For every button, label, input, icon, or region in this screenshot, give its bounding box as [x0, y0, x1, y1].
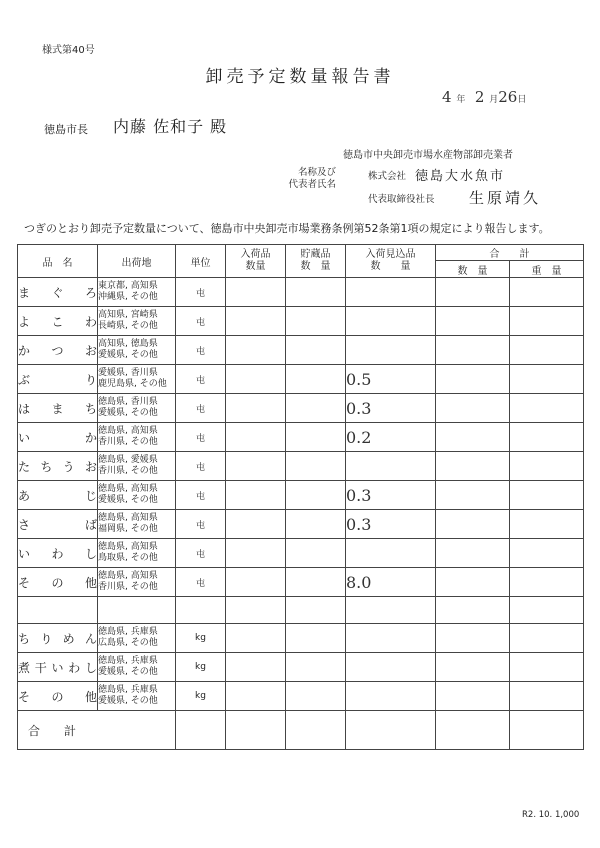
origin-cell	[98, 365, 176, 394]
representative-name: 生原靖久	[469, 189, 542, 207]
header-arrived	[226, 245, 286, 278]
total-stored-cell	[286, 711, 346, 750]
expected-qty-cell	[346, 624, 436, 653]
blank-cell	[98, 597, 176, 624]
total-qty-cell	[436, 278, 510, 307]
expected-qty-cell: 0.3	[346, 481, 436, 510]
stored-qty-cell	[286, 278, 346, 307]
arrived-qty-cell	[226, 539, 286, 568]
table-row	[18, 624, 584, 653]
origin-line2: 香川県, その他	[98, 582, 158, 592]
intro-text: つぎのとおり卸売予定数量について、徳島市中央卸売市場業務条例第52条第1項の規定により報告します。	[24, 222, 550, 235]
stored-qty-cell	[286, 336, 346, 365]
origin-cell	[98, 568, 176, 597]
date-day: 26	[498, 88, 518, 106]
form-number: 様式第40号	[42, 45, 95, 56]
stored-qty-cell	[286, 568, 346, 597]
unit-cell: kg	[176, 653, 226, 682]
origin-line1: 徳島県, 高知県	[98, 484, 158, 494]
total-row	[18, 711, 584, 750]
origin-line2: 鹿児島県, その他	[98, 379, 167, 389]
total-weight-cell	[510, 336, 584, 365]
item-name: まぐろ	[18, 278, 98, 307]
unit-cell: 屯	[176, 539, 226, 568]
total-weight-cell	[510, 278, 584, 307]
origin-line1: 東京都, 高知県	[98, 281, 158, 291]
origin-cell	[98, 307, 176, 336]
unit-cell: 屯	[176, 365, 226, 394]
origin-cell	[98, 278, 176, 307]
arrived-qty-cell	[226, 394, 286, 423]
item-name: 煮干いわし	[18, 653, 98, 682]
header-expected-line1: 入荷見込品	[365, 249, 416, 260]
item-name: その他	[18, 568, 98, 597]
expected-qty-cell: 8.0	[346, 568, 436, 597]
arrived-qty-cell	[226, 452, 286, 481]
total-qty-cell	[436, 481, 510, 510]
blank-cell	[346, 597, 436, 624]
total-weight-cell	[510, 307, 584, 336]
origin-line1: 徳島県, 高知県	[98, 571, 158, 581]
total-qty-cell	[436, 365, 510, 394]
reporter-label-line2: 代表者氏名	[288, 179, 337, 190]
item-name: はまち	[18, 394, 98, 423]
unit-cell: 屯	[176, 481, 226, 510]
arrived-qty-cell	[226, 307, 286, 336]
total-arrived-cell	[226, 711, 286, 750]
origin-line2: 愛媛県, その他	[98, 667, 158, 677]
unit-cell: 屯	[176, 423, 226, 452]
origin-line1: 徳島県, 高知県	[98, 426, 158, 436]
total-weight-cell	[510, 682, 584, 711]
arrived-qty-cell	[226, 423, 286, 452]
header-origin: 出荷地	[98, 245, 176, 278]
header-arrived-line2: 数量	[245, 261, 266, 272]
unit-cell: kg	[176, 624, 226, 653]
total-qty-cell	[436, 394, 510, 423]
expected-qty-cell	[346, 336, 436, 365]
arrived-qty-cell	[226, 510, 286, 539]
document-title: 卸売予定数量報告書	[205, 67, 395, 87]
item-name: さば	[18, 510, 98, 539]
item-name: かつお	[18, 336, 98, 365]
print-code: R2. 10. 1,000	[522, 810, 580, 820]
expected-qty-cell	[346, 653, 436, 682]
total-weight-cell	[510, 653, 584, 682]
total-unit-cell	[176, 711, 226, 750]
expected-qty-cell	[346, 539, 436, 568]
unit-cell: kg	[176, 682, 226, 711]
total-qty-cell	[436, 539, 510, 568]
item-name: あじ	[18, 481, 98, 510]
origin-line2: 愛媛県, その他	[98, 696, 158, 706]
blank-cell	[436, 597, 510, 624]
item-name: いか	[18, 423, 98, 452]
header-total: 合 計	[436, 245, 584, 261]
total-weight-cell	[510, 539, 584, 568]
report-date	[442, 88, 526, 106]
arrived-qty-cell	[226, 653, 286, 682]
blank-cell	[226, 597, 286, 624]
item-name: たちうお	[18, 452, 98, 481]
item-name: よこわ	[18, 307, 98, 336]
table-body	[18, 278, 584, 750]
unit-cell: 屯	[176, 394, 226, 423]
total-qty-cell	[436, 510, 510, 539]
origin-line2: 愛媛県, その他	[98, 495, 158, 505]
blank-cell	[176, 597, 226, 624]
total-weight-cell	[510, 423, 584, 452]
table-row	[18, 365, 584, 394]
expected-qty-cell: 0.5	[346, 365, 436, 394]
company-name: 徳島大水魚市	[415, 169, 506, 184]
table-row	[18, 307, 584, 336]
expected-qty-cell: 0.2	[346, 423, 436, 452]
item-name: ちりめん	[18, 624, 98, 653]
origin-line2: 沖縄県, その他	[98, 292, 158, 302]
origin-line1: 高知県, 徳島県	[98, 339, 158, 349]
arrived-qty-cell	[226, 568, 286, 597]
total-weight-cell	[510, 452, 584, 481]
expected-qty-cell	[346, 682, 436, 711]
item-name: ぶり	[18, 365, 98, 394]
header-stored-line1: 貯蔵品	[300, 249, 331, 260]
origin-cell	[98, 423, 176, 452]
origin-line1: 徳島県, 香川県	[98, 397, 158, 407]
total-qty-cell	[436, 423, 510, 452]
arrived-qty-cell	[226, 481, 286, 510]
origin-line1: 愛媛県, 香川県	[98, 368, 158, 378]
stored-qty-cell	[286, 307, 346, 336]
unit-cell: 屯	[176, 336, 226, 365]
unit-cell: 屯	[176, 278, 226, 307]
blank-cell	[18, 597, 98, 624]
date-year: 4	[442, 88, 452, 106]
reporter-label	[284, 167, 336, 191]
total-qty-cell	[436, 452, 510, 481]
origin-line2: 香川県, その他	[98, 466, 158, 476]
total-qty-cell	[436, 568, 510, 597]
origin-line1: 徳島県, 高知県	[98, 513, 158, 523]
origin-cell	[98, 336, 176, 365]
item-name: その他	[18, 682, 98, 711]
total-expected-cell	[346, 711, 436, 750]
total-weight-cell	[510, 365, 584, 394]
total-weight-cell	[510, 568, 584, 597]
origin-cell	[98, 653, 176, 682]
origin-line2: 長崎県, その他	[98, 321, 158, 331]
table-row	[18, 452, 584, 481]
stored-qty-cell	[286, 365, 346, 394]
stored-qty-cell	[286, 624, 346, 653]
origin-cell	[98, 481, 176, 510]
stored-qty-cell	[286, 423, 346, 452]
header-total-qty: 数 量	[436, 261, 510, 278]
header-expected	[346, 245, 436, 278]
header-total-weight: 重 量	[510, 261, 584, 278]
origin-cell	[98, 452, 176, 481]
table-row	[18, 423, 584, 452]
expected-qty-cell: 0.3	[346, 394, 436, 423]
table-row	[18, 278, 584, 307]
reporter-organization: 徳島市中央卸売市場水産物部卸売業者	[343, 150, 513, 161]
stored-qty-cell	[286, 481, 346, 510]
origin-line2: 香川県, その他	[98, 437, 158, 447]
expected-qty-cell	[346, 452, 436, 481]
origin-line1: 高知県, 宮崎県	[98, 310, 158, 320]
origin-line1: 徳島県, 兵庫県	[98, 627, 158, 637]
origin-line1: 徳島県, 兵庫県	[98, 685, 158, 695]
origin-line1: 徳島県, 高知県	[98, 542, 158, 552]
stored-qty-cell	[286, 394, 346, 423]
origin-line2: 福岡県, その他	[98, 524, 158, 534]
total-weight-cell	[510, 624, 584, 653]
origin-line2: 広島県, その他	[98, 638, 158, 648]
arrived-qty-cell	[226, 336, 286, 365]
origin-cell	[98, 682, 176, 711]
origin-cell	[98, 510, 176, 539]
blank-row	[18, 597, 584, 624]
arrived-qty-cell	[226, 624, 286, 653]
blank-cell	[510, 597, 584, 624]
header-stored-line2: 数 量	[300, 261, 331, 272]
total-qty-cell	[436, 624, 510, 653]
grand-total-qty-cell	[436, 711, 510, 750]
stored-qty-cell	[286, 452, 346, 481]
total-weight-cell	[510, 510, 584, 539]
table-row	[18, 510, 584, 539]
origin-line2: 愛媛県, その他	[98, 408, 158, 418]
table-row	[18, 568, 584, 597]
header-expected-line2: 数 量	[370, 261, 411, 272]
total-label: 合 計	[18, 711, 176, 750]
total-qty-cell	[436, 336, 510, 365]
header-arrived-line1: 入荷品	[240, 249, 271, 260]
header-unit: 単位	[176, 245, 226, 278]
table-row	[18, 481, 584, 510]
addressee-position: 徳島市長	[44, 123, 88, 136]
table-row	[18, 682, 584, 711]
date-month: 2	[474, 88, 485, 106]
header-item: 品 名	[18, 245, 98, 278]
total-qty-cell	[436, 682, 510, 711]
unit-cell: 屯	[176, 452, 226, 481]
arrived-qty-cell	[226, 365, 286, 394]
table-row	[18, 336, 584, 365]
header-stored	[286, 245, 346, 278]
stored-qty-cell	[286, 682, 346, 711]
stored-qty-cell	[286, 653, 346, 682]
date-year-label: 年	[456, 95, 466, 105]
unit-cell: 屯	[176, 307, 226, 336]
unit-cell: 屯	[176, 510, 226, 539]
reporter-label-line1: 名称及び	[298, 167, 337, 178]
origin-cell	[98, 394, 176, 423]
addressee-name: 内藤 佐和子 殿	[113, 117, 228, 136]
representative-title: 代表取締役社長	[368, 194, 435, 205]
unit-cell: 屯	[176, 568, 226, 597]
table-row	[18, 394, 584, 423]
stored-qty-cell	[286, 539, 346, 568]
expected-qty-cell	[346, 278, 436, 307]
total-weight-cell	[510, 394, 584, 423]
table-row	[18, 653, 584, 682]
quantity-table	[17, 244, 584, 750]
date-month-label: 月	[489, 95, 499, 105]
origin-cell	[98, 539, 176, 568]
total-qty-cell	[436, 307, 510, 336]
date-day-label: 日	[517, 95, 527, 105]
item-name: いわし	[18, 539, 98, 568]
arrived-qty-cell	[226, 682, 286, 711]
total-qty-cell	[436, 653, 510, 682]
origin-cell	[98, 624, 176, 653]
origin-line1: 徳島県, 愛媛県	[98, 455, 158, 465]
table-row	[18, 539, 584, 568]
stored-qty-cell	[286, 510, 346, 539]
total-weight-cell	[510, 481, 584, 510]
expected-qty-cell	[346, 307, 436, 336]
origin-line2: 愛媛県, その他	[98, 350, 158, 360]
expected-qty-cell: 0.3	[346, 510, 436, 539]
arrived-qty-cell	[226, 278, 286, 307]
origin-line2: 鳥取県, その他	[98, 553, 158, 563]
company-type: 株式会社	[368, 171, 407, 182]
origin-line1: 徳島県, 兵庫県	[98, 656, 158, 666]
blank-cell	[286, 597, 346, 624]
grand-total-weight-cell	[510, 711, 584, 750]
